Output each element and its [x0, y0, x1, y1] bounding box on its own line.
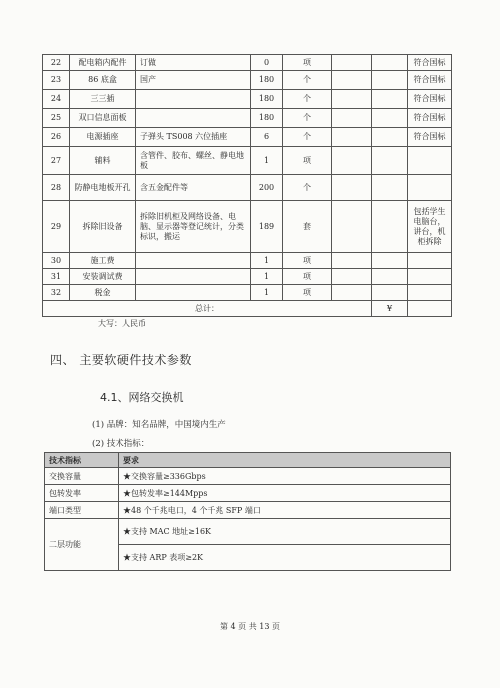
table-row — [43, 269, 452, 285]
unit-price — [332, 201, 372, 253]
item-qty: 0 — [251, 55, 283, 71]
item-total — [372, 71, 408, 90]
page-footer: 第 4 页 共 13 页 — [220, 622, 280, 631]
unit-price — [332, 71, 372, 90]
item-spec — [136, 269, 251, 285]
spec-header-name: 技术指标 — [45, 453, 119, 468]
item-name: 施工费 — [70, 253, 136, 269]
unit-price — [332, 269, 372, 285]
item-spec — [136, 285, 251, 301]
spec-req: ★支持 MAC 地址≥16K — [119, 519, 451, 545]
unit-price — [332, 55, 372, 71]
spec-table — [44, 452, 451, 571]
item-spec: 含管件、胶布、螺丝、静电地板 — [136, 147, 251, 175]
row-no: 25 — [43, 109, 70, 128]
section-title: 四、 主要软硬件技术参数 — [50, 353, 192, 367]
item-qty: 200 — [251, 175, 283, 201]
item-unit: 个 — [283, 71, 332, 90]
item-note: 符合国标 — [408, 71, 452, 90]
item-total — [372, 201, 408, 253]
item-spec: 订做 — [136, 55, 251, 71]
item-spec — [136, 253, 251, 269]
spec-name: 交换容量 — [45, 468, 119, 485]
item-total — [372, 269, 408, 285]
item-name: 电源插座 — [70, 128, 136, 147]
item-spec: 含五金配件等 — [136, 175, 251, 201]
item-note — [408, 253, 452, 269]
item-unit: 个 — [283, 90, 332, 109]
item-unit: 个 — [283, 175, 332, 201]
item-spec — [136, 90, 251, 109]
spec-intro-paragraph: (2) 技术指标： — [92, 439, 150, 449]
table-row — [43, 55, 452, 71]
item-qty: 6 — [251, 128, 283, 147]
item-unit: 个 — [283, 128, 332, 147]
item-qty: 1 — [251, 269, 283, 285]
item-unit: 项 — [283, 147, 332, 175]
total-symbol: ¥ — [372, 301, 408, 317]
item-total — [372, 285, 408, 301]
table-row — [45, 485, 451, 502]
item-note — [408, 175, 452, 201]
row-no: 30 — [43, 253, 70, 269]
item-name: 辅料 — [70, 147, 136, 175]
item-name: 安装调试费 — [70, 269, 136, 285]
table-row — [45, 468, 451, 485]
item-name: 双口信息面板 — [70, 109, 136, 128]
spec-req: ★包转发率≥144Mpps — [119, 485, 451, 502]
item-note: 符合国标 — [408, 109, 452, 128]
item-total — [372, 55, 408, 71]
unit-price — [332, 147, 372, 175]
item-name: 86 底盒 — [70, 71, 136, 90]
spec-name: 包转发率 — [45, 485, 119, 502]
item-spec: 拆除旧机柜及网络设备、电脑、显示器等登记统计，分类标识，搬运 — [136, 201, 251, 253]
item-name: 配电箱内配件 — [70, 55, 136, 71]
unit-price — [332, 253, 372, 269]
item-qty: 1 — [251, 285, 283, 301]
item-qty: 1 — [251, 147, 283, 175]
row-no: 29 — [43, 201, 70, 253]
table-row — [43, 285, 452, 301]
item-unit: 套 — [283, 201, 332, 253]
item-spec: 子弹头 TS008 六位插座 — [136, 128, 251, 147]
row-no: 22 — [43, 55, 70, 71]
unit-price — [332, 128, 372, 147]
table-row — [45, 502, 451, 519]
item-note: 包括学生电脑台，讲台，机柜拆除 — [408, 201, 452, 253]
item-note — [408, 269, 452, 285]
unit-price — [332, 109, 372, 128]
total-label: 总计： — [43, 301, 372, 317]
item-spec: 国产 — [136, 71, 251, 90]
row-no: 24 — [43, 90, 70, 109]
item-qty: 180 — [251, 90, 283, 109]
item-qty: 180 — [251, 71, 283, 90]
item-spec — [136, 109, 251, 128]
amount-in-words: 大写：人民币 — [98, 319, 146, 328]
item-total — [372, 109, 408, 128]
table-row — [43, 90, 452, 109]
item-unit: 项 — [283, 55, 332, 71]
spec-req: ★48 个千兆电口，4 个千兆 SFP 端口 — [119, 502, 451, 519]
item-qty: 180 — [251, 109, 283, 128]
table-row — [43, 109, 452, 128]
item-qty: 1 — [251, 253, 283, 269]
total-row — [43, 301, 452, 317]
row-no: 27 — [43, 147, 70, 175]
item-qty: 189 — [251, 201, 283, 253]
item-total — [372, 90, 408, 109]
table-row — [43, 128, 452, 147]
item-total — [372, 253, 408, 269]
item-note: 符合国标 — [408, 90, 452, 109]
items-table — [42, 54, 452, 317]
table-row — [43, 253, 452, 269]
subsection-title: 4.1、网络交换机 — [100, 391, 184, 404]
item-note — [408, 285, 452, 301]
item-total — [372, 128, 408, 147]
item-name: 防静电地板开孔 — [70, 175, 136, 201]
item-total — [372, 175, 408, 201]
table-row — [43, 201, 452, 253]
item-unit: 项 — [283, 253, 332, 269]
unit-price — [332, 285, 372, 301]
spec-header-row — [45, 453, 451, 468]
item-name: 税金 — [70, 285, 136, 301]
spec-name: 端口类型 — [45, 502, 119, 519]
item-unit: 项 — [283, 269, 332, 285]
spec-header-req: 要求 — [119, 453, 451, 468]
item-name: 拆除旧设备 — [70, 201, 136, 253]
table-row — [43, 175, 452, 201]
item-unit: 个 — [283, 109, 332, 128]
table-row — [43, 147, 452, 175]
item-total — [372, 147, 408, 175]
table-row — [43, 71, 452, 90]
table-row — [45, 519, 451, 545]
item-note: 符合国标 — [408, 55, 452, 71]
spec-req: ★交换容量≥336Gbps — [119, 468, 451, 485]
brand-paragraph: (1) 品牌：知名品牌，中国境内生产 — [92, 420, 226, 430]
row-no: 23 — [43, 71, 70, 90]
row-no: 26 — [43, 128, 70, 147]
row-no: 31 — [43, 269, 70, 285]
item-note: 符合国标 — [408, 128, 452, 147]
items-table-body — [43, 55, 452, 317]
row-no: 32 — [43, 285, 70, 301]
row-no: 28 — [43, 175, 70, 201]
item-name: 三三插 — [70, 90, 136, 109]
spec-name: 二层功能 — [45, 519, 119, 571]
unit-price — [332, 175, 372, 201]
total-note — [408, 301, 452, 317]
item-note — [408, 147, 452, 175]
item-unit: 项 — [283, 285, 332, 301]
unit-price — [332, 90, 372, 109]
spec-req: ★支持 ARP 表项≥2K — [119, 545, 451, 571]
